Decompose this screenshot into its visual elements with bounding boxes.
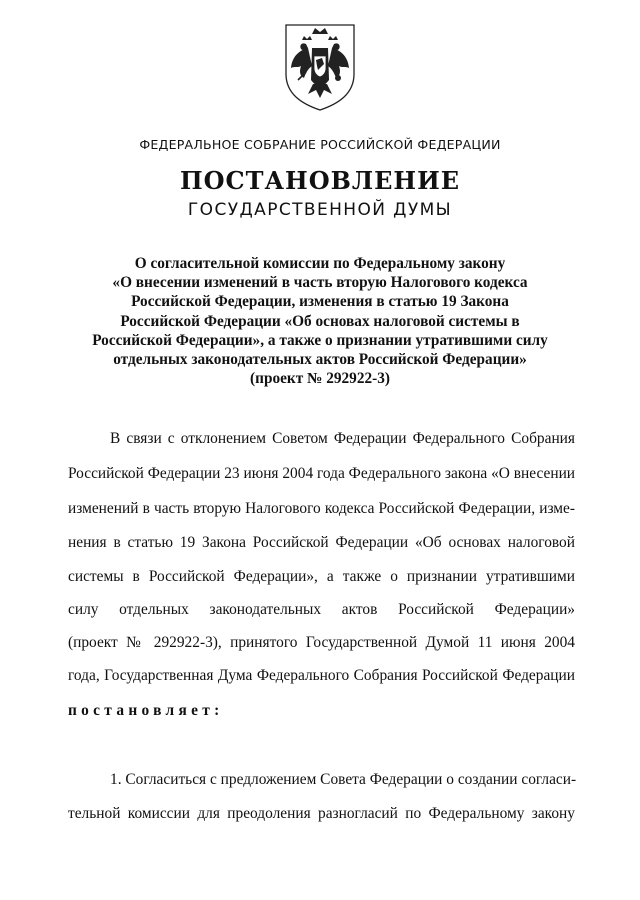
coat-of-arms-icon [282,22,358,112]
subject-line: Российской Федерации «Об основах налоговой системы в [120,312,520,330]
body-line: 1. Согласиться с предложением Совета Федерации о создании согласи- [110,771,577,788]
body-line: года, Государственная Дума Федерального Собрания Российской Федерации [68,667,575,684]
subject-line: О согласительной комиссии по Федеральному закону [134,255,506,272]
subject-line: отдельных законодательных актов Российской Федерации» [113,351,527,369]
document-title: ПОСТАНОВЛЕНИЕ [179,166,461,195]
subject-line: «О внесении изменений в часть вторую Налогового кодекса [112,274,528,292]
subject-line: (проект № 292922-3) [250,370,390,388]
body-line: системы в Российской Федерации», а также о признании утратившими [68,568,575,585]
body-line: Российской Федерации 23 июня 2004 года Федерального закона «О внесении [68,465,576,482]
body-line: силу отдельных законодательных актов Российской Федерации» [68,601,575,618]
body-line: (проект № 292922-3), принятого Государственной Думой 11 июня 2004 [68,634,575,651]
body-line: тельной комиссии для преодоления разногласий по Федеральному закону [68,805,575,822]
document-subtitle: ГОСУДАРСТВЕННОЙ ДУМЫ [187,200,453,220]
organization-name: ФЕДЕРАЛЬНОЕ СОБРАНИЕ РОССИЙСКОЙ ФЕДЕРАЦИИ [139,137,501,152]
body-line: изменений в часть вторую Налогового кодекса Российской Федерации, изме- [68,500,575,517]
body-line: нения в статью 19 Закона Российской Федерации «Об основах налоговой [68,534,575,551]
body-line: В связи с отклонением Советом Федерации Федерального Собрания [110,430,575,447]
resolution-subject [80,254,560,388]
subject-line: Российской Федерации, изменения в статью 19 Закона [131,293,509,311]
resolves-word: постановляет: [68,702,224,719]
subject-line: Российской Федерации», а также о признании утратившими силу [92,331,548,349]
